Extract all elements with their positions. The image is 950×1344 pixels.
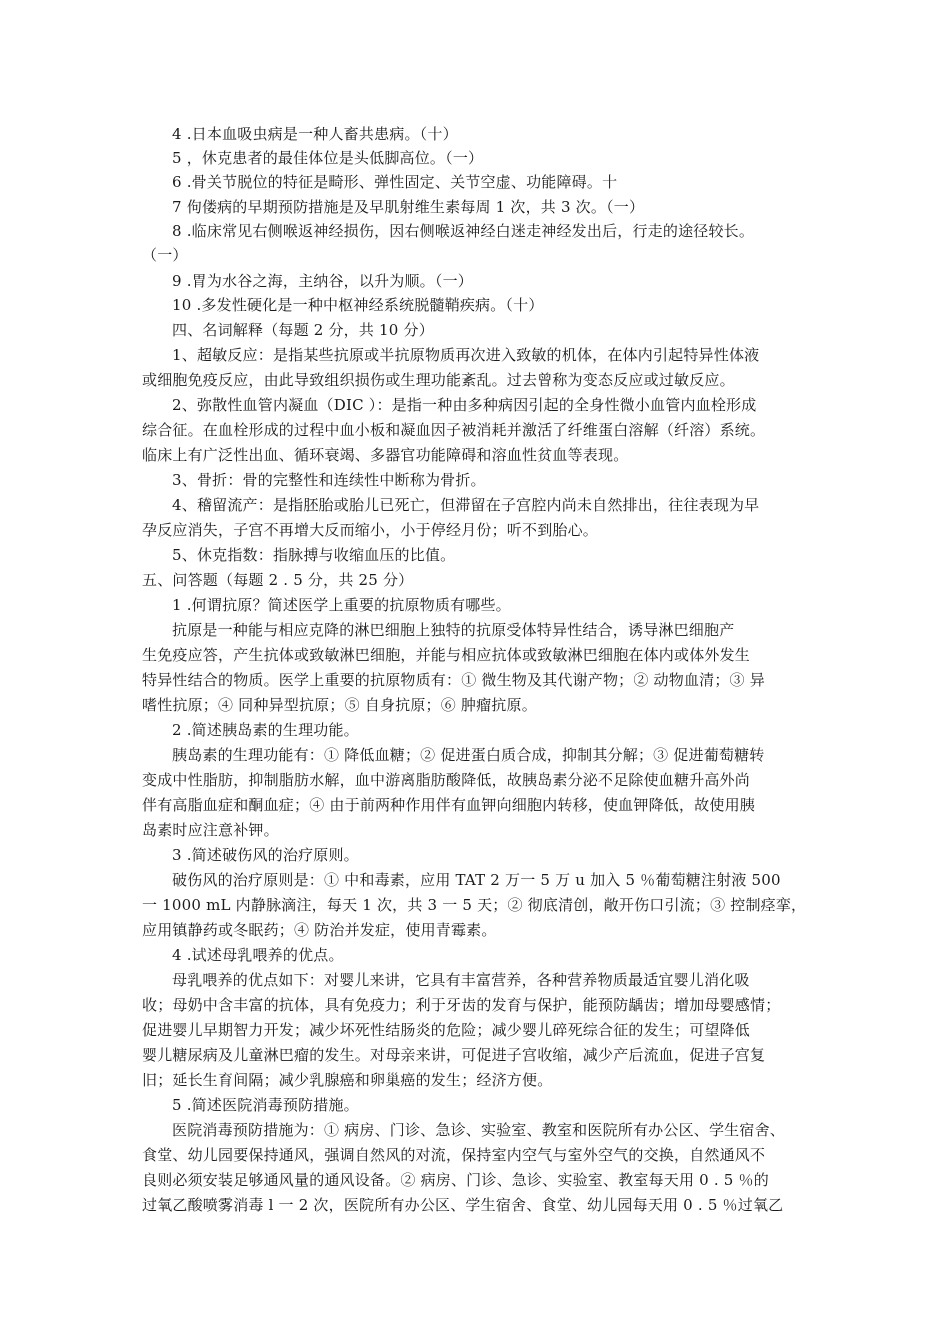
term-line: 1、超敏反应：是指某些抗原或半抗原物质再次进入致敏的机体，在体内引起特异性体液 (172, 346, 760, 364)
qa-question: 1 .何谓抗原？简述医学上重要的抗原物质有哪些。 (172, 596, 511, 614)
qa-line: 岛素时应注意补钾。 (142, 821, 279, 839)
qa-line: 医院消毒预防措施为：① 病房、门诊、急诊、实验室、教室和医院所有办公区、学生宿舍、 (172, 1121, 785, 1139)
term-line: 临床上有广泛性出血、循环衰竭、多器官功能障碍和溶血性贫血等表现。 (142, 446, 629, 464)
qa-line: 抗原是一种能与相应克降的淋巴细胞上独特的抗原受体特异性结合，诱导淋巴细胞产 (172, 621, 735, 639)
qa-line: 生免疫应答，产生抗体或致敏淋巴细胞，并能与相应抗体或致敏淋巴细胞在体内或体外发生 (142, 646, 751, 664)
qa-line: 胰岛素的生理功能有：① 降低血糖；② 促进蛋白质合成，抑制其分解；③ 促进葡萄糖转 (172, 746, 765, 764)
term-line: 2、弥散性血管内凝血（DIC ）：是指一种由多种病因引起的全身性微小血管内血栓形成 (172, 396, 757, 414)
qa-question: 5 .简述医院消毒预防措施。 (172, 1096, 359, 1114)
qa-line: 一 1000 mL 内静脉滴注，每天 1 次，共 3 一 5 天；② 彻底清创，敞开伤口引流；③ 控制痉挛， (142, 896, 807, 914)
section-5-title: 五、问答题（每题 2 . 5 分，共 25 分） (142, 571, 414, 589)
qa-line: 变成中性脂肪，抑制脂肪水解，血中游离脂肪酸降低，故胰岛素分泌不足除使血糖升高外尚 (142, 771, 751, 789)
qa-line: 破伤风的治疗原则是：① 中和毒素，应用 TAT 2 万一 5 万 u 加入 5 ％葡萄糖注射液 500 (172, 871, 781, 889)
qa-line: 应用镇静药或冬眠药；④ 防治并发症，使用青霉素。 (142, 921, 497, 939)
tf-item-6: 6 .骨关节脱位的特征是畸形、弹性固定、关节空虚、功能障碍。十 (172, 173, 618, 191)
term-line: 孕反应消失，子宫不再增大反而缩小，小于停经月份；听不到胎心。 (142, 521, 599, 539)
qa-line: 促进婴儿早期智力开发；减少坏死性结肠炎的危险；减少婴儿碎死综合征的发生；可望降低 (142, 1021, 751, 1039)
term-line: 综合征。在血栓形成的过程中血小板和凝血因子被消耗并激活了纤维蛋白溶解（纤溶）系统。 (142, 421, 766, 439)
tf-item-8: 8 .临床常见右侧喉返神经损伤，因右侧喉返神经白迷走神经发出后，行走的途径较长。 (172, 222, 755, 240)
qa-line: 旧；延长生育间隔；减少乳腺癌和卵巢癌的发生；经济方便。 (142, 1071, 553, 1089)
qa-line: 食堂、幼儿园要保持通风，强调自然风的对流，保持室内空气与室外空气的交换，自然通风不 (142, 1146, 766, 1164)
tf-item-9: 9 .胃为水谷之海，主纳谷，以升为顺。（一） (172, 272, 473, 290)
qa-question: 3 .简述破伤风的治疗原则。 (172, 846, 359, 864)
qa-line: 嗜性抗原；④ 同种异型抗原；⑤ 自身抗原；⑥ 肿瘤抗原。 (142, 696, 537, 714)
qa-line: 过氧乙酸喷雾消毒 l 一 2 次，医院所有办公区、学生宿舍、食堂、幼儿园每天用 0 . 5 ％过氧乙 (142, 1196, 784, 1214)
qa-question: 2 .简述胰岛素的生理功能。 (172, 721, 359, 739)
qa-line: 婴儿糖尿病及儿童淋巴瘤的发生。对母亲来讲，可促进子宫收缩，减少产后流血，促进子宫复 (142, 1046, 766, 1064)
qa-line: 特异性结合的物质。医学上重要的抗原物质有：① 微生物及其代谢产物；② 动物血清；③ 异 (142, 671, 765, 689)
tf-item-8-answer: （一） (142, 246, 188, 264)
tf-item-4: 4 .日本血吸虫病是一种人畜共患病。（十） (172, 125, 458, 143)
term-line: 4、稽留流产：是指胚胎或胎儿已死亡，但滞留在子宫腔内尚未自然排出，往往表现为早 (172, 496, 760, 514)
qa-question: 4 .试述母乳喂养的优点。 (172, 946, 344, 964)
tf-item-7: 7 佝偻病的早期预防措施是及早肌射维生素每周 1 次，共 3 次。（一） (172, 198, 645, 216)
tf-item-5: 5 ，休克患者的最佳体位是头低脚高位。（一） (172, 149, 484, 167)
qa-line: 伴有高脂血症和酮血症；④ 由于前两种作用伴有血钾向细胞内转移，使血钾降低，故使用胰 (142, 796, 755, 814)
qa-line: 母乳喂养的优点如下：对婴儿来讲，它具有丰富营养，各种营养物质最适宜婴儿消化吸 (172, 971, 750, 989)
qa-line: 收；母奶中含丰富的抗体，具有免疫力；利于牙齿的发育与保护，能预防龋齿；增加母婴感情； (142, 996, 781, 1014)
qa-line: 良则必须安装足够通风量的通风设备。② 病房、门诊、急诊、实验室、教室每天用 0 . 5 ％的 (142, 1171, 769, 1189)
term-line: 或细胞免疫反应，由此导致组织损伤或生理功能紊乱。过去曾称为变态反应或过敏反应。 (142, 371, 735, 389)
section-4-title: 四、名词解释（每题 2 分，共 10 分） (172, 321, 434, 339)
tf-item-10: 10 .多发性硬化是一种中枢神经系统脱髓鞘疾病。（十） (172, 296, 544, 314)
term-line: 3、骨折：骨的完整性和连续性中断称为骨折。 (172, 471, 486, 489)
term-line: 5、休克指数：指脉搏与收缩血压的比值。 (172, 546, 456, 564)
